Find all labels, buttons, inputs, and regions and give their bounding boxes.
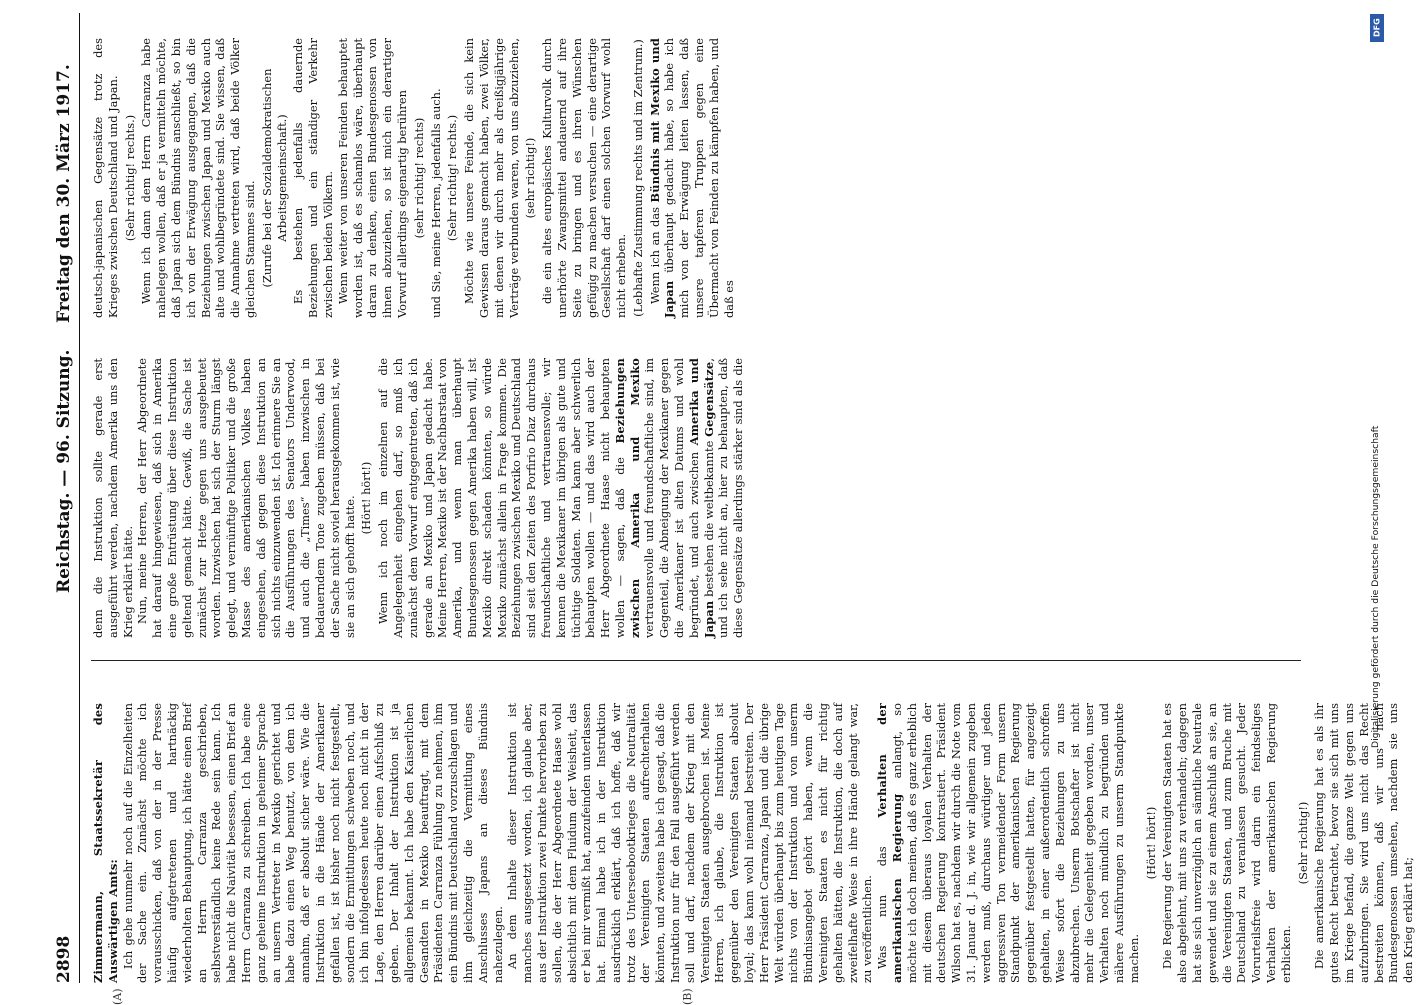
paragraph: Was nun das Verhalten der amerikanischen Regierung anlangt, so möchte ich doch meinen, daß es ganz erheblich mit diesem überaus loyalen Verhalten der deutschen Regierung kontrastiert. Präsident Wilson hat es, nachdem wir durch die Note vom 31. Januar d. J. in, wie wir allgemein zugeben werden muß, durchaus würdiger und jeden aggressiven Ton vermeidender Form unsern Standpunkt der amerikanischen Regierung gegenüber festgestellt hatten, für angezeigt gehalten, in einer außerordentlich schroffen Weise sofort die Beziehungen zu uns abzubrechen. Unserm Botschafter ist nicht mehr die Gelegenheit gegeben worden, unser Verhalten noch mündlich zu begründen und nähere Ausführungen zu unserm Standpunkte machen. bbox=[875, 703, 1141, 983]
credit-text: Digitalisierung gefördert durch die Deutsche Forschungsgemeinschaft bbox=[1370, 425, 1381, 748]
paragraph: Wenn ich dann dem Herrn Carranza habe nahelegen wollen, daß er ja vermitteln möchte, daß Japan sich dem Bündnis anschließt, so bin ich von der Erwägung ausgegangen, daß die Beziehungen zwischen Japan und Mexiko auch alte und wohlbegründete sind. Sie wissen, daß die Annahme vertreten wird, daß beide Völker gleichen Stammes sind. bbox=[139, 38, 257, 318]
interjection: (Hört! hört!) bbox=[359, 461, 374, 535]
paragraph: Die amerikanische Regierung hat es als ihr gutes Recht betrachtet, bevor sie sich mit uns im Kriege befand, die ganze Welt gegen uns aufzubringen. Sie wird uns nicht das Recht bestreiten können, daß wir uns nach Bundesgenossen umsehen, nachdem sie uns den Krieg erklärt hat; bbox=[1312, 703, 1416, 983]
paragraph: Nun, meine Herren, der Herr Abgeordnete hat darauf hingewiesen, daß sich in Amerika eine große Entrüstung über diese Instruktion geltend gemacht hätte. Gewiß, die Sache ist zunächst zur Hetze gegen uns ausgebeutet worden. Inzwischen hat sich der Sturm längst gelegt, und vernünftige Politiker und die große Masse des amerikanischen Volkes haben eingesehen, daß gegen diese Instruktion an sich nichts einzuwenden ist. Ich erinnere Sie an die Ausführungen des Senators Underwood, und auch die „Times“ haben inzwischen in bedauerndem Tone zugeben müssen, daß bei der Sache nicht soviel herausgekommen ist, wie sie an sich gehofft hatte. bbox=[135, 358, 357, 638]
paragraph: Es bestehen jedenfalls dauernde Beziehungen und ein ständiger Verkehr zwischen beiden Völkern. bbox=[291, 38, 335, 318]
paragraph: die ein altes europäisches Kulturvolk durch unerhörte Zwangsmittel andauernd auf ihre Seite zu bringen und es ihren Wünschen gefügig zu machen versuchen — eine derartige Gesellschaft darf einen solchen Vorwurf wohl nicht erheben. bbox=[540, 38, 629, 318]
text-column-flow bbox=[91, 38, 1301, 638]
speaker-line bbox=[91, 703, 121, 983]
text-column-right bbox=[91, 38, 1301, 638]
emphasis: Gegensätze bbox=[701, 361, 716, 437]
emphasis: Bündnis mit Mexiko und Japan bbox=[647, 38, 677, 318]
emphasis: Verhalten der amerikanischen Regierung bbox=[875, 703, 905, 983]
text-column-left bbox=[91, 703, 1416, 983]
interjection: (Sehr richtig! rechts.) bbox=[122, 114, 137, 242]
margin-marker-b: (B) bbox=[681, 988, 694, 1005]
emphasis: Beziehungen zwischen Amerika und Mexiko bbox=[612, 358, 642, 638]
session-date: Freitag den 30. März 1917. bbox=[54, 64, 74, 323]
speaker-name: Zimmermann, Staatssekretär des Auswärtigen Amts: bbox=[91, 703, 120, 983]
paragraph: Möchte wie unsere Feinde, die sich kein Gewissen daraus gemacht haben, zwei Völker, mit denen wir durch mehr als dreißigjährige Verträge verbunden waren, von uns abzuziehen, bbox=[462, 38, 521, 318]
session-title: Reichstag. — 96. Sitzung. bbox=[54, 349, 74, 593]
digitization-credit bbox=[1370, 14, 1384, 989]
emphasis: Amerika und Japan bbox=[686, 357, 716, 638]
paragraph: Die Regierung der Vereinigten Staaten hat es also abgelehnt, mit uns zu verhandeln; dagegen hat sie sich unverzüglich an sämtliche Neutrale gewendet und sie zu einem Anschluß an sie, an die Vereinigten Staaten, und zum Bruche mit Deutschland zu veranlassen gesucht. Jeder Vorurteilsfreie wird darin ein feindseliges Verhalten der amerikanischen Regierung erblicken. bbox=[1160, 703, 1293, 983]
paragraph: Wenn ich an das Bündnis mit Mexiko und Japan überhaupt gedacht habe, so habe ich mich von der Erwägung leiten lassen, daß unsere tapferen Truppen gegen eine Übermacht von Feinden zu kämpfen haben, und daß es bbox=[647, 38, 736, 318]
paragraph: Wenn ich noch im einzelnen auf die Angelegenheit eingehen darf, so muß ich zunächst dem Vorwurf entgegentreten, daß ich gerade an Mexiko und Japan gedacht habe. Meine Herren, Mexiko ist der Nachbarstaat von Amerika, und wenn man überhaupt Bundesgenossen gegen Amerika haben will, ist Mexiko direkt schaden könnten, so würde Mexiko zunächst allein in Frage kommen. Die Beziehungen zwischen Mexiko und Deutschland sind seit den Zeiten des Porfirio Diaz durchaus freundschaftliche und vertrauensvolle; wir kennen die Mexikaner im übrigen als gute und tüchtige Soldaten. Man kann aber schwerlich behaupten wollen — und das wird auch der Herr Abgeordnete Haase nicht behaupten wollen — sagen, daß die Beziehungen zwischen Amerika und Mexiko vertrauensvolle und freundschaftliche sind, im Gegenteil, die Abneigung der Mexikaner gegen die Amerikaner ist alten Datums und wohl begründet, und auch zwischen Amerika und Japan bestehen die weltbekannte Gegensätze, und ich sehe nicht an, hier zu behaupten, daß diese Gegensätze allerdings stärker sind als die deutsch-japanischen Gegensätze trotz des Krieges zwischen Deutschland und Japan. bbox=[91, 38, 746, 638]
interjection: (Sehr richtig! rechts.) bbox=[445, 114, 460, 242]
interjection: (Lebhafte Zustimmung rechts und im Zentrum.) bbox=[630, 39, 645, 317]
paragraph: Wenn weiter von unseren Feinden behauptet worden ist, daß es schamlos wäre, überhaupt daran zu denken, einen Bundesgenossen von ihnen abzuziehen, so ist mich ein derartiger Vorwurf allerdings eigenartig berühren bbox=[335, 38, 409, 318]
paragraph: denn die Instruktion sollte gerade erst ausgeführt werden, nachdem Amerika uns den Krieg erklärt hätte. bbox=[91, 358, 135, 638]
margin-marker-a: (A) bbox=[111, 988, 124, 1005]
paragraph: und Sie, meine Herren, jedenfalls auch. bbox=[428, 88, 443, 318]
interjection: (sehr richtig!) bbox=[523, 137, 538, 219]
paragraph: An dem Inhalte dieser Instruktion ist manches ausgesetzt worden, ich glaube aber, aus der Instruktion zwei Punkte hervorheben zu sollen, die der Herr Abgeordnete Haase wohl absichtlich mit dem Fluidum der Weisheit, das er bei mir vermißt hat, anzufeinden unterlassen hat. Einmal habe ich in der Instruktion ausdrücklich erklärt, daß ich hoffe, daß wir trotz des Unterseebootkrieges die Neutralität der Vereinigten Staaten aufrechterhalten könnten, und zweitens habe ich gesagt, daß die Instruktion nur für den Fall ausgeführt werden soll und darf, nachdem der Krieg mit den Vereinigten Staaten ausgebrochen ist. Meine Herren, ich glaube, die Instruktion ist gegenüber den Vereinigten Staaten absolut loyal; das kann wohl niemand bestreiten. Der Herr Präsident Carranza, Japan und die übrige Welt würden überhaupt bis zum heutigen Tage nichts von der Instruktion und von unserm Bündnisangebot gehört haben, wenn die Vereinigten Staaten es nicht für richtig gehalten hätten, die Instruktion, die doch auf zweifelhafte Weise in ihre Hände gelangt war, zu veröffentlichen. bbox=[505, 703, 875, 983]
interjection: (Zurufe bei der Sozialdemokratischen Arbeitsgemeinschaft.) bbox=[259, 68, 289, 288]
column-divider bbox=[91, 660, 1301, 661]
paragraph: Ich gehe nunmehr noch auf die Einzelheiten der Sache ein. Zunächst möchte ich vorausschicken, daß von der in der Presse häufig aufgetretenen und hartnäckig wiederholten Behauptung, ich hätte einen Brief an Herrn Carranza geschrieben, selbstverständlich keine Rede sein kann. Ich habe nicht die Naivität besessen, einen Brief an Herrn Carranza zu schreiben. Ich habe eine ganz geheime Instruktion in geheimer Sprache an unsern Vertreter in Mexiko gerichtet und habe dazu einen Weg benutzt, von dem ich annahm, daß er absolut sicher wäre. Wie die Instruktion in die Hände der Amerikaner gefallen ist, ist bisher noch nicht festgestellt, sondern die Ermittlungen schweben noch, und ich bin infolgedessen heute noch nicht in der Lage, den Herren darüber einen Aufschluß zu geben. Der Inhalt der Instruktion ist ja allgemein bekannt. Ich habe den Kaiserlichen Gesandten in Mexiko beauftragt, mit dem Präsidenten Carranza Fühlung zu nehmen, ihm ein Bündnis mit Deutschland vorzuschlagen und ihm gleichzeitig die Vermittlung eines Anschlusses Japans an dieses Bündnis nahezulegen. bbox=[120, 703, 505, 983]
interjection: (Hört! hört!) bbox=[1143, 806, 1158, 880]
page-number: 2898 bbox=[54, 935, 74, 983]
interjection: (Sehr richtig!) bbox=[1295, 801, 1310, 885]
interjection: (sehr richtig! rechts) bbox=[411, 117, 426, 239]
page-header bbox=[49, 13, 80, 983]
dfg-logo: DFG bbox=[1370, 14, 1384, 42]
